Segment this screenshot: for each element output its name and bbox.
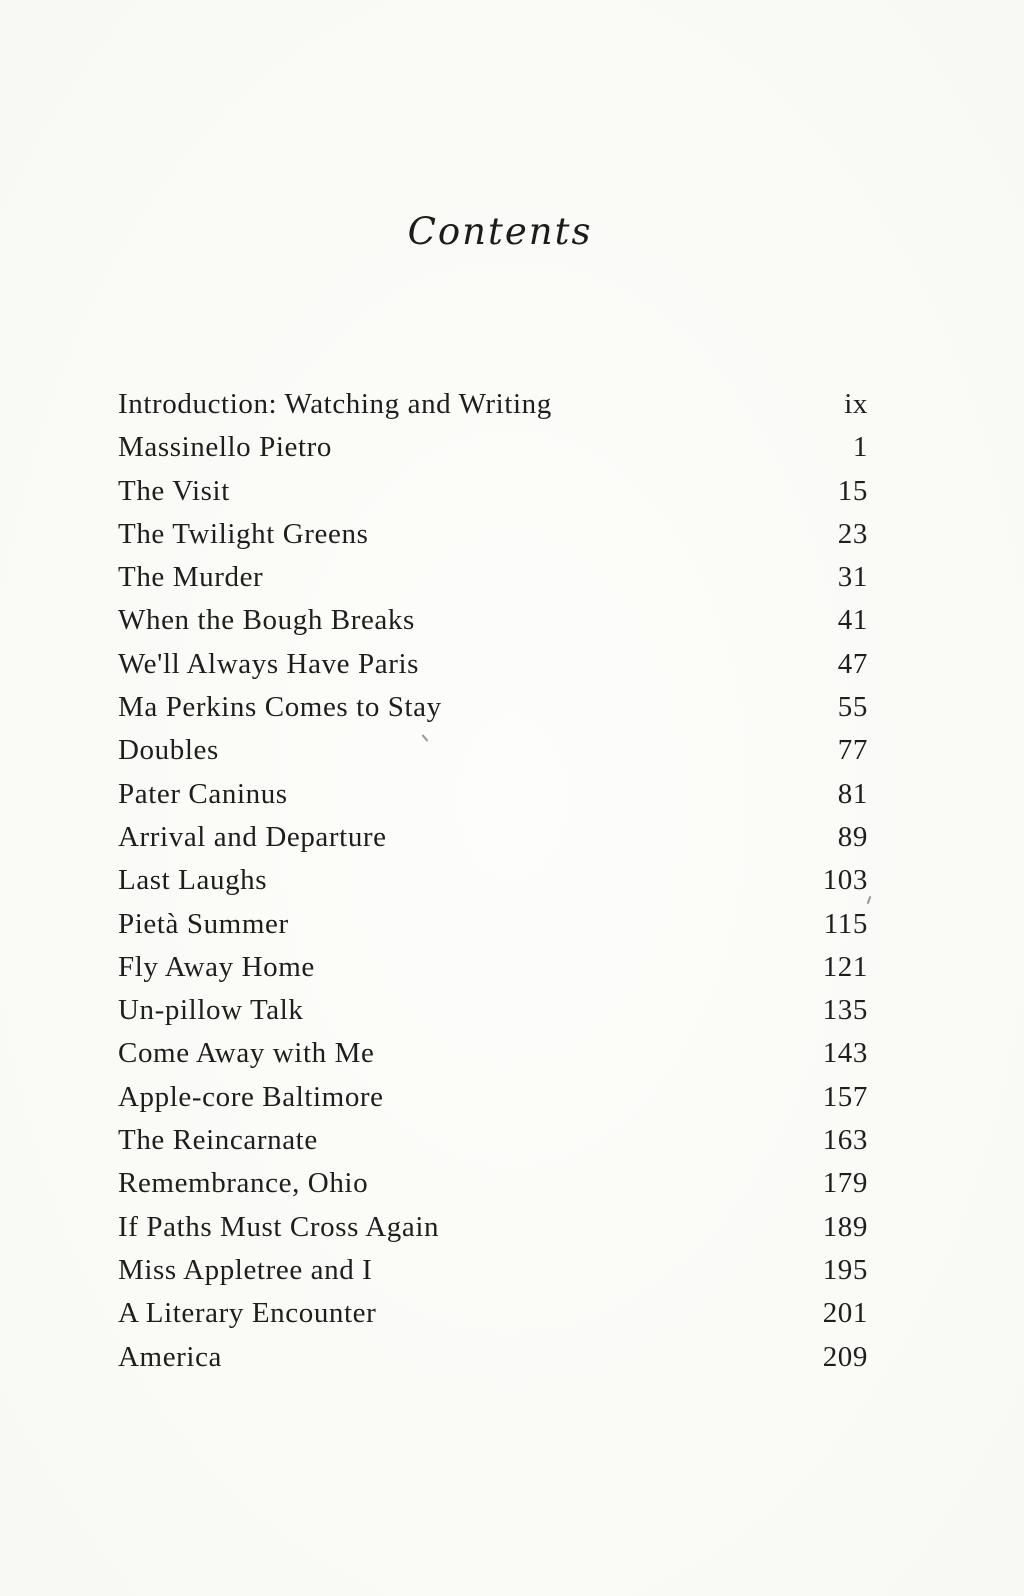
toc-entry-page-number: ix — [844, 388, 868, 420]
toc-entry — [118, 561, 868, 604]
toc-entry-title: The Reincarnate — [118, 1124, 318, 1157]
toc-entry-page-number: 179 — [822, 1167, 868, 1200]
toc-entry-page-number: 103 — [822, 864, 868, 897]
toc-entry-page-number: 143 — [822, 1037, 868, 1070]
toc-entry-page-number: 77 — [837, 734, 868, 767]
toc-entry-title: Introduction: Watching and Writing — [118, 388, 552, 420]
toc-entry-title: The Twilight Greens — [118, 517, 369, 550]
toc-entry-page-number: 41 — [837, 604, 868, 637]
toc-entry — [118, 1124, 868, 1167]
toc-entry — [118, 1341, 868, 1384]
toc-entry-title: America — [118, 1340, 223, 1373]
toc-entry-title: Fly Away Home — [118, 950, 315, 983]
toc-entry-page-number: 189 — [822, 1210, 868, 1243]
toc-entry-title: Pietà Summer — [118, 907, 289, 940]
toc-entry-title: Arrival and Departure — [118, 820, 387, 853]
toc-entry — [118, 864, 868, 907]
toc-entry — [118, 1037, 868, 1080]
toc-entry-title: Apple-core Baltimore — [118, 1080, 384, 1113]
toc-entry — [118, 604, 868, 647]
toc-entry-page-number: 121 — [822, 950, 868, 983]
toc-entry-page-number: 157 — [822, 1080, 868, 1113]
toc-entry-page-number: 1 — [852, 431, 868, 464]
toc-entry — [118, 1081, 868, 1124]
toc-entry-title: Un-pillow Talk — [118, 994, 304, 1027]
toc-entry-page-number: 89 — [837, 820, 868, 853]
toc-entry-page-number: 195 — [822, 1253, 868, 1286]
toc-entry — [118, 1211, 868, 1254]
toc-entry-page-number: 31 — [837, 561, 868, 594]
toc-entry — [118, 691, 868, 734]
toc-entry-title: Ma Perkins Comes to Stay — [118, 691, 442, 724]
toc-entry-title: Pater Caninus — [118, 777, 288, 810]
toc-entry-page-number: 163 — [822, 1124, 868, 1157]
toc-entry-title: Massinello Pietro — [118, 431, 332, 464]
toc-entry-page-number: 209 — [822, 1340, 868, 1373]
toc-entry — [118, 821, 868, 864]
toc-entry — [118, 648, 868, 691]
toc-entry-page-number: 23 — [837, 517, 868, 550]
toc-entry — [118, 1297, 868, 1340]
toc-entry — [118, 1254, 868, 1297]
toc-entry-title: The Murder — [118, 561, 264, 594]
toc-entry-page-number: 201 — [822, 1297, 868, 1330]
toc-entry-title: Doubles — [118, 734, 219, 767]
page-title: Contents — [407, 210, 593, 253]
table-of-contents — [118, 388, 868, 1384]
toc-entry — [118, 475, 868, 518]
toc-entry-title: Remembrance, Ohio — [118, 1167, 369, 1200]
toc-entry — [118, 994, 868, 1037]
toc-entry — [118, 431, 868, 474]
toc-entry-title: The Visit — [118, 474, 230, 507]
toc-entry — [118, 388, 868, 431]
toc-entry-page-number: 81 — [837, 777, 868, 810]
toc-entry — [118, 1167, 868, 1210]
toc-entry — [118, 778, 868, 821]
toc-entry — [118, 908, 868, 951]
toc-entry-title: Miss Appletree and I — [118, 1253, 373, 1286]
toc-entry-title: We'll Always Have Paris — [118, 647, 419, 680]
toc-entry-page-number: 135 — [822, 994, 868, 1027]
toc-entry-title: A Literary Encounter — [118, 1297, 377, 1330]
toc-entry — [118, 518, 868, 561]
toc-entry-page-number: 47 — [837, 647, 868, 680]
toc-entry-page-number: 55 — [837, 691, 868, 724]
toc-entry-title: Last Laughs — [118, 864, 268, 897]
toc-entry-page-number: 15 — [837, 474, 868, 507]
toc-entry-title: When the Bough Breaks — [118, 604, 415, 637]
toc-entry — [118, 734, 868, 777]
toc-entry-title: If Paths Must Cross Again — [118, 1210, 440, 1243]
toc-entry-title: Come Away with Me — [118, 1037, 375, 1070]
toc-entry — [118, 951, 868, 994]
toc-entry-page-number: 115 — [823, 907, 868, 940]
